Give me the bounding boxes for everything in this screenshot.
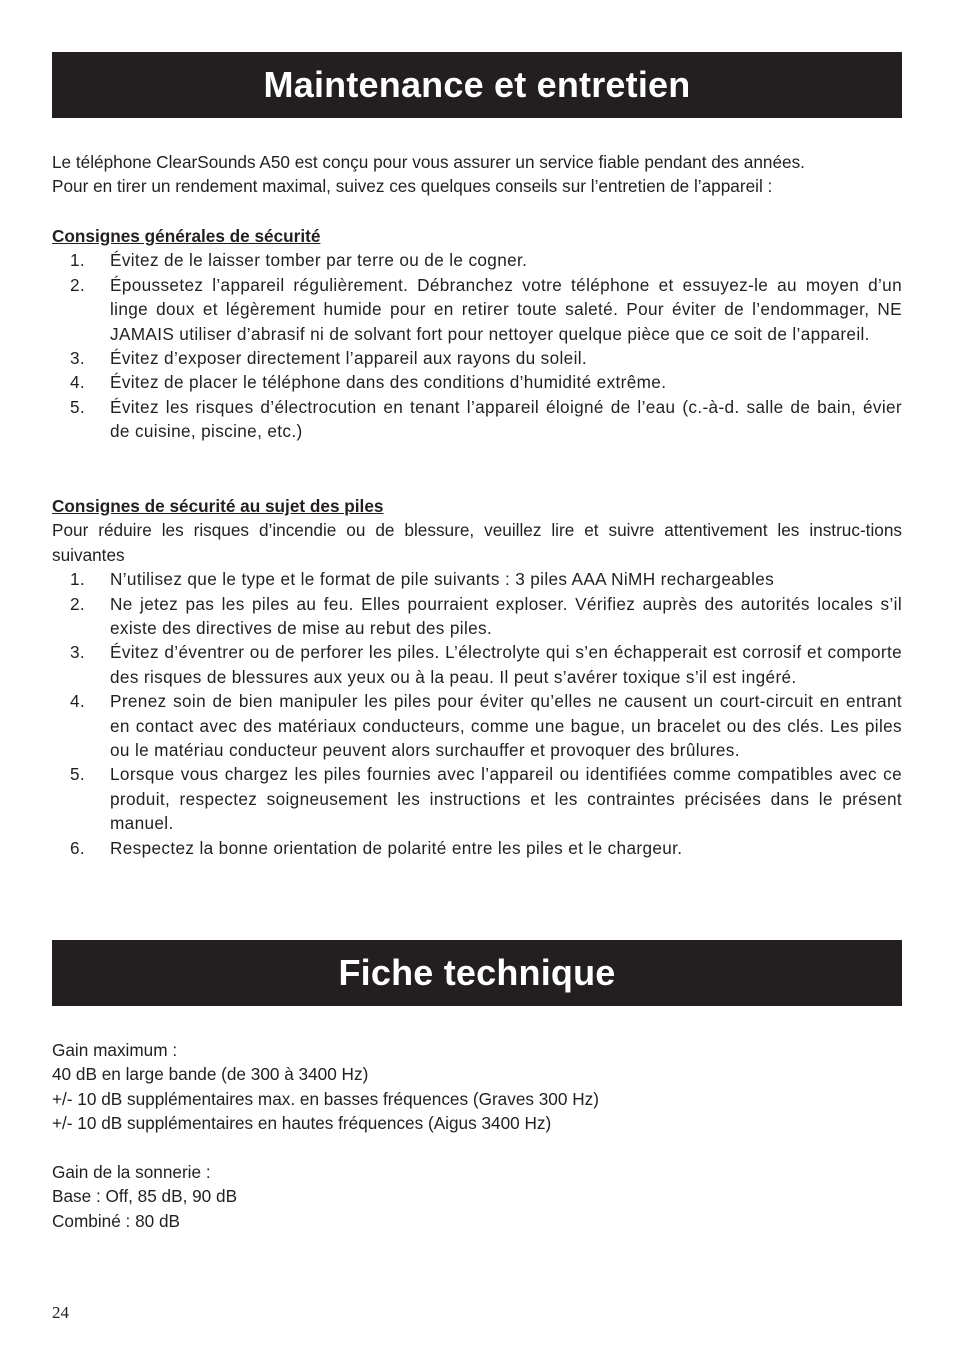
list-item <box>52 248 902 272</box>
list-number: 3. <box>70 348 86 369</box>
spec-line: +/- 10 dB supplémentaires en hautes fréquences (Aigus 3400 Hz) <box>52 1113 552 1134</box>
list-text: N’utilisez que le type et le format de pile suivants : 3 piles AAA NiMH rechargeables <box>110 569 775 590</box>
section-banner-maintenance <box>52 52 902 118</box>
general-safety-heading: Consignes générales de sécurité <box>52 226 321 246</box>
list-item <box>52 836 902 860</box>
list-text: Lorsque vous chargez les piles fournies avec l’appareil ou identifiées comme compatibles avec ce produit, respectez soigneusement les instructions et les contraintes précisées dans le présent manuel. <box>110 764 902 834</box>
general-safety-section <box>52 224 902 444</box>
list-number: 5. <box>70 764 86 785</box>
list-text: Évitez de le laisser tomber par terre ou de le cogner. <box>110 250 528 271</box>
list-text: Prenez soin de bien manipuler les piles pour éviter qu’elles ne causent un court-circuit en entrant en contact avec des matériaux conducteurs, comme une bague, un bracelet ou des clés. Les piles ou le matériau conducteur peuvent alors surchauffer et provoquer des brûlures. <box>110 691 902 761</box>
general-safety-list <box>52 248 902 443</box>
section-banner-fiche-technique <box>52 940 902 1006</box>
list-text: Évitez les risques d’électrocution en tenant l’appareil éloigné de l’eau (c.-à-d. salle de bain, évier de cuisine, piscine, etc.) <box>110 396 902 442</box>
list-number: 5. <box>70 396 86 417</box>
list-item <box>52 346 902 370</box>
spec-section <box>52 1038 902 1233</box>
list-item <box>52 567 902 591</box>
list-item <box>52 592 902 641</box>
list-number: 4. <box>70 372 86 393</box>
list-number: 4. <box>70 691 86 712</box>
spec-line: Base : Off, 85 dB, 90 dB <box>52 1186 238 1207</box>
spec-line: Gain de la sonnerie : <box>52 1162 211 1183</box>
page-number: 24 <box>52 1303 69 1322</box>
section-title: Maintenance et entretien <box>263 64 691 105</box>
list-text: Respectez la bonne orientation de polarité entre les piles et le chargeur. <box>110 837 683 858</box>
list-number: 1. <box>70 250 86 271</box>
list-number: 3. <box>70 642 86 663</box>
list-item <box>52 762 902 835</box>
intro-paragraph <box>52 150 902 199</box>
list-text: Époussetez l’appareil régulièrement. Débranchez votre téléphone et essuyez-le au moyen d’un linge doux et légèrement humide pour en retirer toute saleté. Pour éviter de l’endommager, NE JAMAIS utiliser d’abrasif ni de solvant fort pour nettoyer quelque pièce que ce soit de l’appareil. <box>110 274 902 344</box>
list-number: 1. <box>70 569 86 590</box>
list-item <box>52 370 902 394</box>
battery-safety-list <box>52 567 902 860</box>
battery-safety-section <box>52 494 902 860</box>
list-text: Évitez de placer le téléphone dans des conditions d’humidité extrême. <box>110 372 667 393</box>
battery-safety-heading: Consignes de sécurité au sujet des piles <box>52 496 384 516</box>
list-item <box>52 689 902 762</box>
section-title: Fiche technique <box>338 952 616 993</box>
intro-line: Pour en tirer un rendement maximal, suivez ces quelques conseils sur l’entretien de l’appareil : <box>52 176 773 197</box>
spacer <box>52 1136 902 1160</box>
battery-safety-intro: Pour réduire les risques d’incendie ou de blessure, veuillez lire et suivre attentivement les instruc-tions suivantes <box>52 520 902 565</box>
spec-line: 40 dB en large bande (de 300 à 3400 Hz) <box>52 1064 369 1085</box>
list-number: 2. <box>70 274 86 295</box>
spec-line: Gain maximum : <box>52 1040 178 1060</box>
spec-line: +/- 10 dB supplémentaires max. en basses fréquences (Graves 300 Hz) <box>52 1088 599 1109</box>
list-number: 6. <box>70 837 86 858</box>
intro-line: Le téléphone ClearSounds A50 est conçu pour vous assurer un service fiable pendant des années. <box>52 152 805 172</box>
spec-line: Combiné : 80 dB <box>52 1210 181 1231</box>
list-number: 2. <box>70 593 86 614</box>
list-item <box>52 273 902 346</box>
list-text: Ne jetez pas les piles au feu. Elles pourraient exploser. Vérifiez auprès des autorités locales s’il existe des directives de mise au rebut des piles. <box>110 593 902 639</box>
list-text: Évitez d’exposer directement l’appareil aux rayons du soleil. <box>110 348 588 369</box>
list-item <box>52 640 902 689</box>
list-text: Évitez d’éventrer ou de perforer les piles. L’électrolyte qui s’en échapperait est corrosif et comporte des risques de blessures aux yeux ou à la peau. Il peut s’avérer toxique s’il est ingéré. <box>110 642 902 687</box>
list-item <box>52 395 902 444</box>
